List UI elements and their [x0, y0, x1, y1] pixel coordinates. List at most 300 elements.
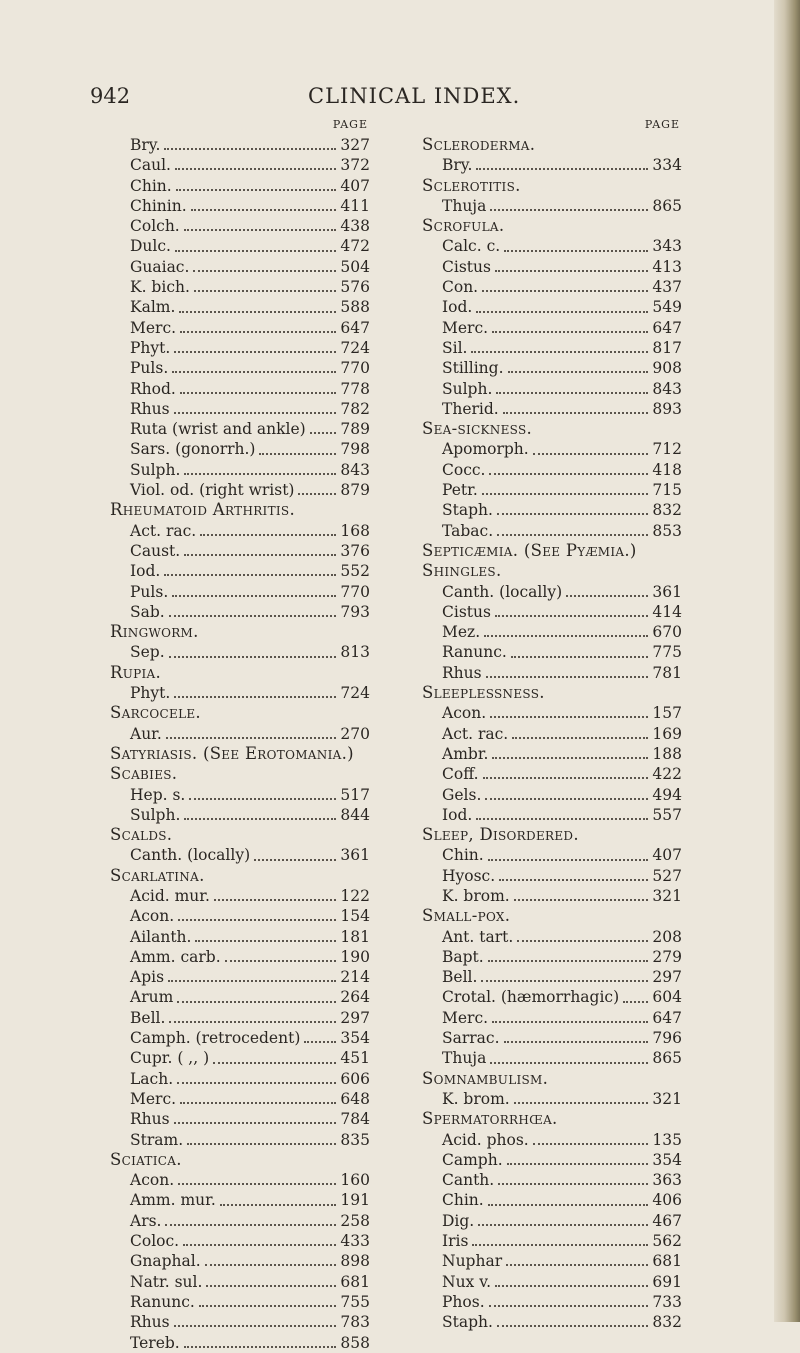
leader-dots	[175, 250, 336, 252]
heading-label: Sclerotitis.	[422, 175, 521, 195]
index-entry	[422, 744, 682, 764]
leader-dots	[169, 1021, 336, 1023]
page-ref: 817	[652, 338, 682, 357]
index-entry	[110, 724, 370, 744]
page-ref: 190	[340, 947, 370, 966]
page-ref: 844	[340, 805, 370, 824]
leader-dots	[194, 290, 337, 292]
index-entry	[110, 683, 370, 703]
heading-label: Rheumatoid Arthritis.	[110, 500, 295, 520]
remedy-label: Gels.	[442, 785, 482, 804]
leader-dots	[490, 716, 648, 718]
leader-dots	[490, 1062, 648, 1064]
remedy-label: Cistus	[442, 602, 491, 621]
index-entry	[110, 1312, 370, 1332]
leader-dots	[484, 635, 648, 637]
remedy-label: Rhus	[130, 399, 170, 418]
leader-dots	[490, 209, 648, 211]
index-column-right	[422, 118, 682, 1333]
leader-dots	[623, 1001, 648, 1003]
index-entry	[422, 1048, 682, 1068]
index-entry	[422, 318, 682, 338]
index-entry	[422, 480, 682, 500]
remedy-label: Rhus	[130, 1110, 170, 1129]
remedy-label: Iris	[442, 1232, 469, 1251]
index-entry	[422, 1028, 682, 1048]
index-heading	[110, 764, 370, 784]
index-entry	[422, 1170, 682, 1190]
index-entry	[110, 1272, 370, 1292]
index-entry	[110, 805, 370, 825]
index-entry	[422, 277, 682, 297]
page-ref: 552	[340, 562, 370, 581]
remedy-label: Arum	[130, 988, 174, 1007]
page-ref: 407	[652, 846, 682, 865]
index-entry	[422, 724, 682, 744]
remedy-label: Crotal. (hæmorrhagic)	[442, 988, 620, 1007]
page-ref: 297	[652, 968, 682, 987]
index-heading	[110, 744, 370, 764]
remedy-label: Sil.	[442, 338, 468, 357]
leader-dots	[176, 189, 337, 191]
page-ref: 793	[340, 602, 370, 621]
leader-dots	[481, 980, 648, 982]
index-entry	[110, 439, 370, 459]
leader-dots	[476, 168, 648, 170]
remedy-label: Merc.	[442, 1008, 489, 1027]
page-ref: 472	[340, 237, 370, 256]
leader-dots	[225, 960, 337, 962]
leader-dots	[187, 1143, 336, 1145]
remedy-label: Thuja	[442, 196, 487, 215]
heading-label: Scalds.	[110, 825, 173, 845]
leader-dots	[471, 351, 648, 353]
page-ref: 879	[340, 481, 370, 500]
page-ref: 853	[652, 521, 682, 540]
heading-label: Sleep, Disordered.	[422, 825, 579, 845]
leader-dots	[254, 859, 336, 861]
index-column-left	[110, 118, 370, 1353]
leader-dots	[472, 1244, 648, 1246]
index-entry	[110, 987, 370, 1007]
index-entry	[110, 1292, 370, 1312]
page-ref: 517	[340, 785, 370, 804]
leader-dots	[495, 615, 648, 617]
remedy-label: Puls.	[130, 582, 169, 601]
remedy-label: Acon.	[442, 704, 487, 723]
heading-label: Rupia.	[110, 662, 162, 682]
index-heading	[110, 866, 370, 886]
index-entries-left	[110, 135, 370, 1353]
leader-dots	[496, 392, 648, 394]
remedy-label: K. brom.	[442, 1089, 510, 1108]
page-ref: 188	[652, 744, 682, 763]
remedy-label: Sarrac.	[442, 1029, 500, 1048]
remedy-label: Thuja	[442, 1049, 487, 1068]
remedy-label: Canth.	[442, 1171, 495, 1190]
heading-label: Shingles.	[422, 561, 502, 581]
index-entry	[110, 785, 370, 805]
index-entry	[110, 886, 370, 906]
leader-dots	[193, 270, 336, 272]
remedy-label: Cupr. ( ,, )	[130, 1049, 210, 1068]
page-ref: 835	[340, 1130, 370, 1149]
running-title: CLINICAL INDEX.	[308, 84, 521, 108]
page-ref: 297	[340, 1008, 370, 1027]
index-entry	[110, 1170, 370, 1190]
leader-dots	[174, 412, 337, 414]
page-ref: 648	[340, 1089, 370, 1108]
page-ref: 154	[340, 907, 370, 926]
page-ref: 898	[340, 1252, 370, 1271]
leader-dots	[184, 1346, 337, 1348]
leader-dots	[259, 453, 336, 455]
page-ref: 647	[652, 318, 682, 337]
page-ref: 191	[340, 1191, 370, 1210]
leader-dots	[514, 899, 649, 901]
index-entry	[422, 1190, 682, 1210]
index-entry	[422, 866, 682, 886]
page-ref: 832	[652, 501, 682, 520]
remedy-label: Tereb.	[130, 1333, 180, 1352]
leader-dots	[172, 371, 336, 373]
leader-dots	[517, 940, 648, 942]
leader-dots	[482, 290, 648, 292]
index-entry	[110, 1089, 370, 1109]
remedy-label: Rhod.	[130, 379, 176, 398]
leader-dots	[166, 737, 337, 739]
leader-dots	[177, 1001, 336, 1003]
remedy-label: Calc. c.	[442, 237, 501, 256]
page-ref: 169	[652, 724, 682, 743]
page-ref: 361	[340, 846, 370, 865]
page-ref: 843	[652, 379, 682, 398]
index-entry	[110, 155, 370, 175]
index-entry	[110, 1028, 370, 1048]
index-entry	[422, 196, 682, 216]
remedy-label: Cocc.	[442, 460, 486, 479]
remedy-label: Hep. s.	[130, 785, 186, 804]
page-ref: 865	[652, 196, 682, 215]
page-ref: 796	[652, 1029, 682, 1048]
index-entry	[110, 1231, 370, 1251]
leader-dots	[200, 534, 336, 536]
index-entry	[422, 1150, 682, 1170]
leader-dots	[178, 1183, 336, 1185]
remedy-label: Chinin.	[130, 196, 187, 215]
index-entry	[110, 419, 370, 439]
page-ref: 778	[340, 379, 370, 398]
remedy-label: Staph.	[442, 1313, 493, 1332]
leader-dots	[298, 493, 336, 495]
index-heading	[422, 419, 682, 439]
index-entry	[422, 1312, 682, 1332]
remedy-label: Ambr.	[442, 744, 489, 763]
index-entry	[422, 927, 682, 947]
remedy-label: Phyt.	[130, 684, 171, 703]
page-ref: 135	[652, 1130, 682, 1149]
page-ref: 437	[652, 278, 682, 297]
remedy-label: Phyt.	[130, 338, 171, 357]
index-entry	[110, 1190, 370, 1210]
leader-dots	[310, 432, 337, 434]
page-ref: 755	[340, 1292, 370, 1311]
page-ref: 214	[340, 968, 370, 987]
leader-dots	[495, 1285, 648, 1287]
index-entry	[110, 358, 370, 378]
leader-dots	[488, 1204, 649, 1206]
remedy-label: K. bich.	[130, 278, 190, 297]
index-entry	[422, 399, 682, 419]
heading-label: Spermatorrhœa.	[422, 1109, 558, 1129]
page-ref: 782	[340, 399, 370, 418]
index-entry	[110, 1211, 370, 1231]
remedy-label: Sars. (gonorrh.)	[130, 440, 256, 459]
leader-dots	[504, 250, 648, 252]
remedy-label: Iod.	[130, 562, 161, 581]
leader-dots	[478, 1224, 648, 1226]
page-ref: 376	[340, 541, 370, 560]
leader-dots	[183, 1244, 336, 1246]
index-heading	[422, 541, 682, 561]
index-entry	[422, 1292, 682, 1312]
leader-dots	[178, 919, 336, 921]
index-entry	[110, 1109, 370, 1129]
leader-dots	[180, 331, 336, 333]
remedy-label: Chin.	[130, 176, 172, 195]
page-ref: 418	[652, 460, 682, 479]
page-ref: 606	[340, 1069, 370, 1088]
index-entry	[110, 561, 370, 581]
remedy-label: Ars.	[130, 1211, 162, 1230]
leader-dots	[506, 1264, 648, 1266]
page-ref: 157	[652, 704, 682, 723]
heading-label: Sciatica.	[110, 1149, 182, 1169]
remedy-label: Dig.	[442, 1211, 475, 1230]
page-ref: 724	[340, 684, 370, 703]
leader-dots	[508, 371, 649, 373]
index-entry	[110, 582, 370, 602]
leader-dots	[512, 737, 648, 739]
leader-dots	[495, 270, 648, 272]
page-ref: 422	[652, 765, 682, 784]
page-ref: 122	[340, 886, 370, 905]
remedy-label: Ranunc.	[442, 643, 507, 662]
remedy-label: Stilling.	[442, 359, 504, 378]
index-entry	[422, 338, 682, 358]
remedy-label: Camph. (retrocedent)	[130, 1029, 301, 1048]
index-heading	[422, 1109, 682, 1129]
page-ref: 343	[652, 237, 682, 256]
page-ref: 208	[652, 927, 682, 946]
leader-dots	[485, 798, 648, 800]
leader-dots	[172, 595, 336, 597]
page-ref: 258	[340, 1211, 370, 1230]
leader-dots	[533, 1143, 649, 1145]
index-entry	[422, 805, 682, 825]
index-entry	[422, 967, 682, 987]
page-ref: 433	[340, 1232, 370, 1251]
index-entry	[422, 1251, 682, 1271]
leader-dots	[304, 1041, 336, 1043]
heading-label: Scleroderma.	[422, 135, 536, 154]
remedy-label: Therid.	[442, 399, 499, 418]
index-heading	[110, 500, 370, 520]
leader-dots	[164, 148, 336, 150]
remedy-label: K. brom.	[442, 886, 510, 905]
index-entry	[422, 947, 682, 967]
page-ref: 504	[340, 257, 370, 276]
index-entry	[422, 1272, 682, 1292]
leader-dots	[482, 493, 649, 495]
page-ref: 363	[652, 1171, 682, 1190]
leader-dots	[199, 1305, 337, 1307]
page-ref: 832	[652, 1313, 682, 1332]
page-ref: 494	[652, 785, 682, 804]
index-heading	[422, 906, 682, 926]
heading-label: Scarlatina.	[110, 865, 205, 885]
leader-dots	[489, 473, 648, 475]
leader-dots	[492, 1021, 648, 1023]
leader-dots	[533, 453, 649, 455]
index-entry	[110, 947, 370, 967]
heading-label: Scrofula.	[422, 216, 505, 236]
index-entry	[422, 1231, 682, 1251]
page-ref: 715	[652, 481, 682, 500]
remedy-label: Staph.	[442, 501, 493, 520]
remedy-label: Viol. od. (right wrist)	[130, 481, 295, 500]
remedy-label: Chin.	[442, 846, 484, 865]
leader-dots	[195, 940, 336, 942]
page-ref: 411	[340, 196, 370, 215]
index-entry	[422, 987, 682, 1007]
page-ref: 691	[652, 1272, 682, 1291]
remedy-label: Ranunc.	[130, 1292, 195, 1311]
index-entry	[422, 297, 682, 317]
index-heading	[422, 825, 682, 845]
index-heading	[422, 561, 682, 581]
index-entry	[422, 785, 682, 805]
heading-label: Ringworm.	[110, 622, 199, 642]
leader-dots	[497, 534, 648, 536]
index-entry	[422, 764, 682, 784]
remedy-label: Bry.	[442, 156, 473, 175]
remedy-label: Caust.	[130, 541, 181, 560]
page-ref: 588	[340, 298, 370, 317]
remedy-label: Ailanth.	[130, 927, 192, 946]
index-heading	[422, 683, 682, 703]
leader-dots	[492, 757, 648, 759]
leader-dots	[507, 1163, 649, 1165]
page-edge	[774, 0, 800, 1322]
remedy-label: Acon.	[130, 1171, 175, 1190]
index-entry	[110, 967, 370, 987]
remedy-label: Con.	[442, 278, 479, 297]
index-entry	[422, 642, 682, 662]
page-ref: 681	[652, 1252, 682, 1271]
remedy-label: Iod.	[442, 805, 473, 824]
page-ref: 770	[340, 582, 370, 601]
remedy-label: Acid. phos.	[442, 1130, 529, 1149]
index-entry	[110, 541, 370, 561]
page-ref: 451	[340, 1049, 370, 1068]
remedy-label: Puls.	[130, 359, 169, 378]
remedy-label: Bapt.	[442, 947, 484, 966]
remedy-label: Dulc.	[130, 237, 171, 256]
leader-dots	[497, 513, 648, 515]
index-entry	[422, 886, 682, 906]
index-entry	[110, 1048, 370, 1068]
remedy-label: Caul.	[130, 156, 171, 175]
remedy-label: Iod.	[442, 298, 473, 317]
leader-dots	[180, 1102, 336, 1104]
leader-dots	[214, 899, 336, 901]
heading-label: Satyriasis. (See Erotomania.)	[110, 743, 354, 763]
index-entry	[110, 1333, 370, 1353]
page-number: 942	[90, 84, 131, 108]
leader-dots	[191, 209, 337, 211]
page-ref: 562	[652, 1232, 682, 1251]
page-ref: 414	[652, 602, 682, 621]
page-ref: 647	[652, 1008, 682, 1027]
heading-label: Septicæmia. (See Pyæmia.)	[422, 540, 637, 560]
page-ref: 781	[652, 663, 682, 682]
index-entry	[110, 379, 370, 399]
remedy-label: Sulph.	[130, 460, 181, 479]
index-entries-right	[422, 135, 682, 1333]
page-ref: 858	[340, 1333, 370, 1352]
leader-dots	[169, 615, 337, 617]
heading-label: Scabies.	[110, 764, 178, 784]
remedy-label: Sep.	[130, 643, 165, 662]
page-ref: 354	[340, 1029, 370, 1048]
page-ref: 413	[652, 257, 682, 276]
page-ref: 681	[340, 1272, 370, 1291]
index-entry	[110, 927, 370, 947]
leader-dots	[175, 168, 336, 170]
leader-dots	[566, 595, 648, 597]
leader-dots	[179, 311, 336, 313]
leader-dots	[476, 311, 648, 313]
index-entry	[110, 318, 370, 338]
remedy-label: Kalm.	[130, 298, 176, 317]
index-entry	[422, 582, 682, 602]
remedy-label: Apomorph.	[442, 440, 529, 459]
remedy-label: Sab.	[130, 602, 165, 621]
page-ref: 361	[652, 582, 682, 601]
index-entry	[110, 1008, 370, 1028]
index-entry	[422, 500, 682, 520]
leader-dots	[169, 656, 337, 658]
leader-dots	[174, 696, 336, 698]
page-ref: 264	[340, 988, 370, 1007]
index-entry	[422, 1211, 682, 1231]
index-entry	[110, 338, 370, 358]
leader-dots	[184, 229, 337, 231]
remedy-label: Ant. tart.	[442, 927, 514, 946]
index-entry	[422, 663, 682, 683]
index-entry	[422, 1089, 682, 1109]
leader-dots	[180, 392, 337, 394]
page-ref: 647	[340, 318, 370, 337]
remedy-label: Ruta (wrist and ankle)	[130, 420, 306, 439]
page-ref: 406	[652, 1191, 682, 1210]
index-entry	[422, 257, 682, 277]
remedy-label: Bell.	[442, 968, 478, 987]
page-ref: 527	[652, 866, 682, 885]
page-ref: 270	[340, 724, 370, 743]
leader-dots	[514, 1102, 649, 1104]
